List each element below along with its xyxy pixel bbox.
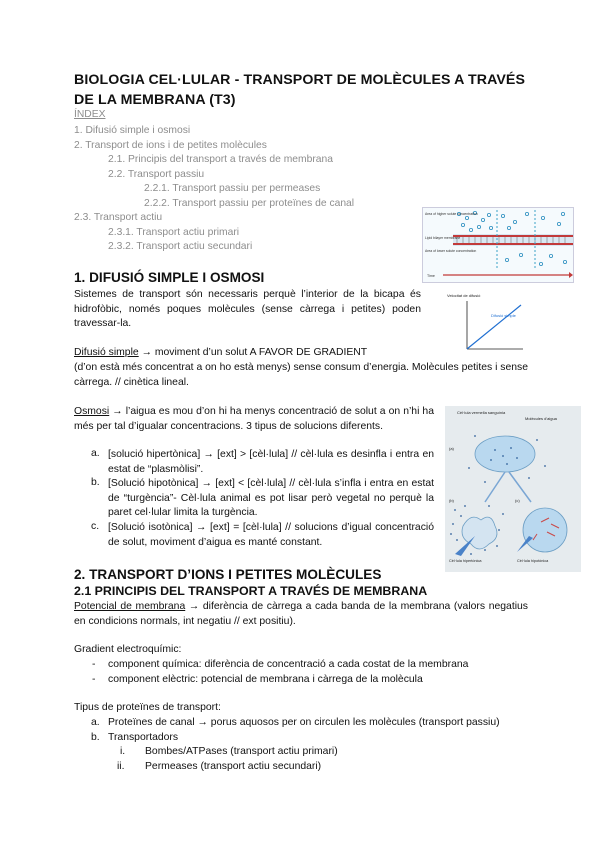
fig-label: Lipid bilayer membrane [425, 236, 461, 240]
fig-label: Area of lower solute concentration [425, 249, 477, 253]
list-marker: ii. [117, 761, 125, 772]
section-heading: 1. DIFUSIÓ SIMPLE I OSMOSI [74, 270, 265, 285]
paragraph: Sistemes de transport són necessaris perquè l’interior de la bicapa és hidrofòbic, només poques molècules (sense càrrega i petites) poden travessar-la. [74, 289, 421, 330]
cell-label: Cèl·lula hipotònica [517, 559, 549, 563]
graph-label: Difusió simple [491, 313, 516, 318]
list-item: component elèctric: potencial de membrana i càrrega de la molècula [108, 674, 423, 685]
cell-label: Molècules d'aigua [525, 416, 557, 421]
graph-label: Velocitat de difusió [447, 293, 481, 298]
toc-item[interactable]: 2. Transport de ions i de petites molècules [74, 139, 267, 151]
toc-item[interactable]: 1. Difusió simple i osmosi [74, 125, 191, 136]
list-marker: i. [120, 746, 126, 757]
list-marker: b. [91, 732, 100, 743]
osmosis-cells-svg [445, 406, 581, 572]
potencial-paragraph [74, 600, 528, 629]
section-heading: 2. TRANSPORT D’IONS I PETITES MOLÈCULES [74, 567, 382, 582]
index-heading: ÍNDEX [74, 109, 106, 120]
cell-label: Cèl·lula vermella sanguínia [457, 410, 506, 415]
bullet: - [92, 674, 96, 685]
diffusion-graph-figure [447, 291, 527, 357]
list-item: Bombes/ATPases (transport actiu primari) [145, 746, 338, 757]
toc-item[interactable]: 2.2.2. Transport passiu per proteïnes de canal [144, 197, 355, 209]
toc-item[interactable]: 2.2.1. Transport passiu per permeases [144, 183, 321, 194]
membrane-diffusion-figure [422, 207, 574, 283]
difusio-text: → moviment d’un solut A FAVOR DE GRADIENT [138, 347, 368, 358]
cell-label: (b) [449, 498, 454, 503]
cell-label: Cèl·lula hipertònica [449, 559, 482, 563]
tipus-label: Tipus de proteïnes de transport: [74, 702, 221, 713]
list-item: [Solució hipotònica] → [ext] < [cèl·lula] // cèl·lula s’infla i entra en estat de “turgència”- Cèl·lula animal es pot lisar però vegetal no perquè la paret cel·lular limita la turgència. [108, 478, 434, 519]
toc-item[interactable]: 2.3.1. Transport actiu primari [108, 226, 240, 238]
toc-item[interactable]: 2.2. Transport passiu [108, 168, 205, 180]
subsection-heading: 2.1 PRINCIPIS DEL TRANSPORT A TRAVÉS DE MEMBRANA [74, 584, 428, 598]
osmosi-term: Osmosi [74, 406, 110, 417]
difusio-term: Difusió simple [74, 347, 139, 358]
list-item: [Solució isotònica] → [ext] = [cèl·lula] // solucions d’igual concentració de solut, moviment d’aigua es manté constant. [108, 522, 434, 548]
potencial-text: → diferència de càrrega a cada banda de la membrana (valors negatius en condicions normals, int negatiu // ext positiu). [74, 601, 528, 627]
list-item: component química: diferència de concentració a cada costat de la membrana [108, 659, 469, 670]
membrane-diffusion-svg [423, 208, 573, 282]
list-marker: b. [91, 477, 100, 488]
osmosi-paragraph [74, 405, 434, 434]
page-title: BIOLOGIA CEL·LULAR - TRANSPORT DE MOLÈCULES A TRAVÉS DE LA MEMBRANA (T3) [74, 72, 526, 108]
fig-label: Time [427, 274, 435, 278]
list-item: Permeases (transport actiu secundari) [145, 761, 322, 772]
potencial-term: Potencial de membrana [74, 601, 186, 612]
difusio-line [74, 347, 367, 358]
list-marker: a. [91, 448, 100, 459]
list-item: [solució hipertònica] → [ext] > [cèl·lula] // cèl·lula es desinfla i entra en estat de “plasmòlisi”. [108, 449, 434, 475]
osmosi-text: → l’aigua es mou d’on hi ha menys concentració de solut a on n’hi ha més per tal d’igualar concentracions. 3 tipus de solucions diferents. [74, 406, 434, 432]
toc-item[interactable]: 2.3.2. Transport actiu secundari [108, 241, 253, 252]
toc-item[interactable]: 2.3. Transport actiu [74, 212, 163, 223]
gradient-label: Gradient electroquímic: [74, 644, 182, 655]
list-marker: a. [91, 717, 100, 728]
diffusion-graph-svg [447, 291, 527, 357]
toc-item[interactable]: 2.1. Principis del transport a través de membrana [108, 154, 333, 165]
cell-label: (c) [515, 498, 520, 503]
paragraph: (d’on està més concentrat a on ho està menys) sense consum d’energia. Molècules petites i sense càrrega. // cinètica lineal. [74, 362, 528, 388]
list-marker: c. [91, 521, 100, 532]
osmosis-cells-figure [445, 406, 581, 572]
list-item: Proteïnes de canal → porus aquosos per on circulen les molècules (transport passiu) [108, 717, 500, 728]
fig-label: Area of higher solute concentration [425, 212, 478, 216]
bullet: - [92, 659, 96, 670]
list-item: Transportadors [108, 732, 179, 743]
cell-label: (a) [449, 446, 454, 451]
